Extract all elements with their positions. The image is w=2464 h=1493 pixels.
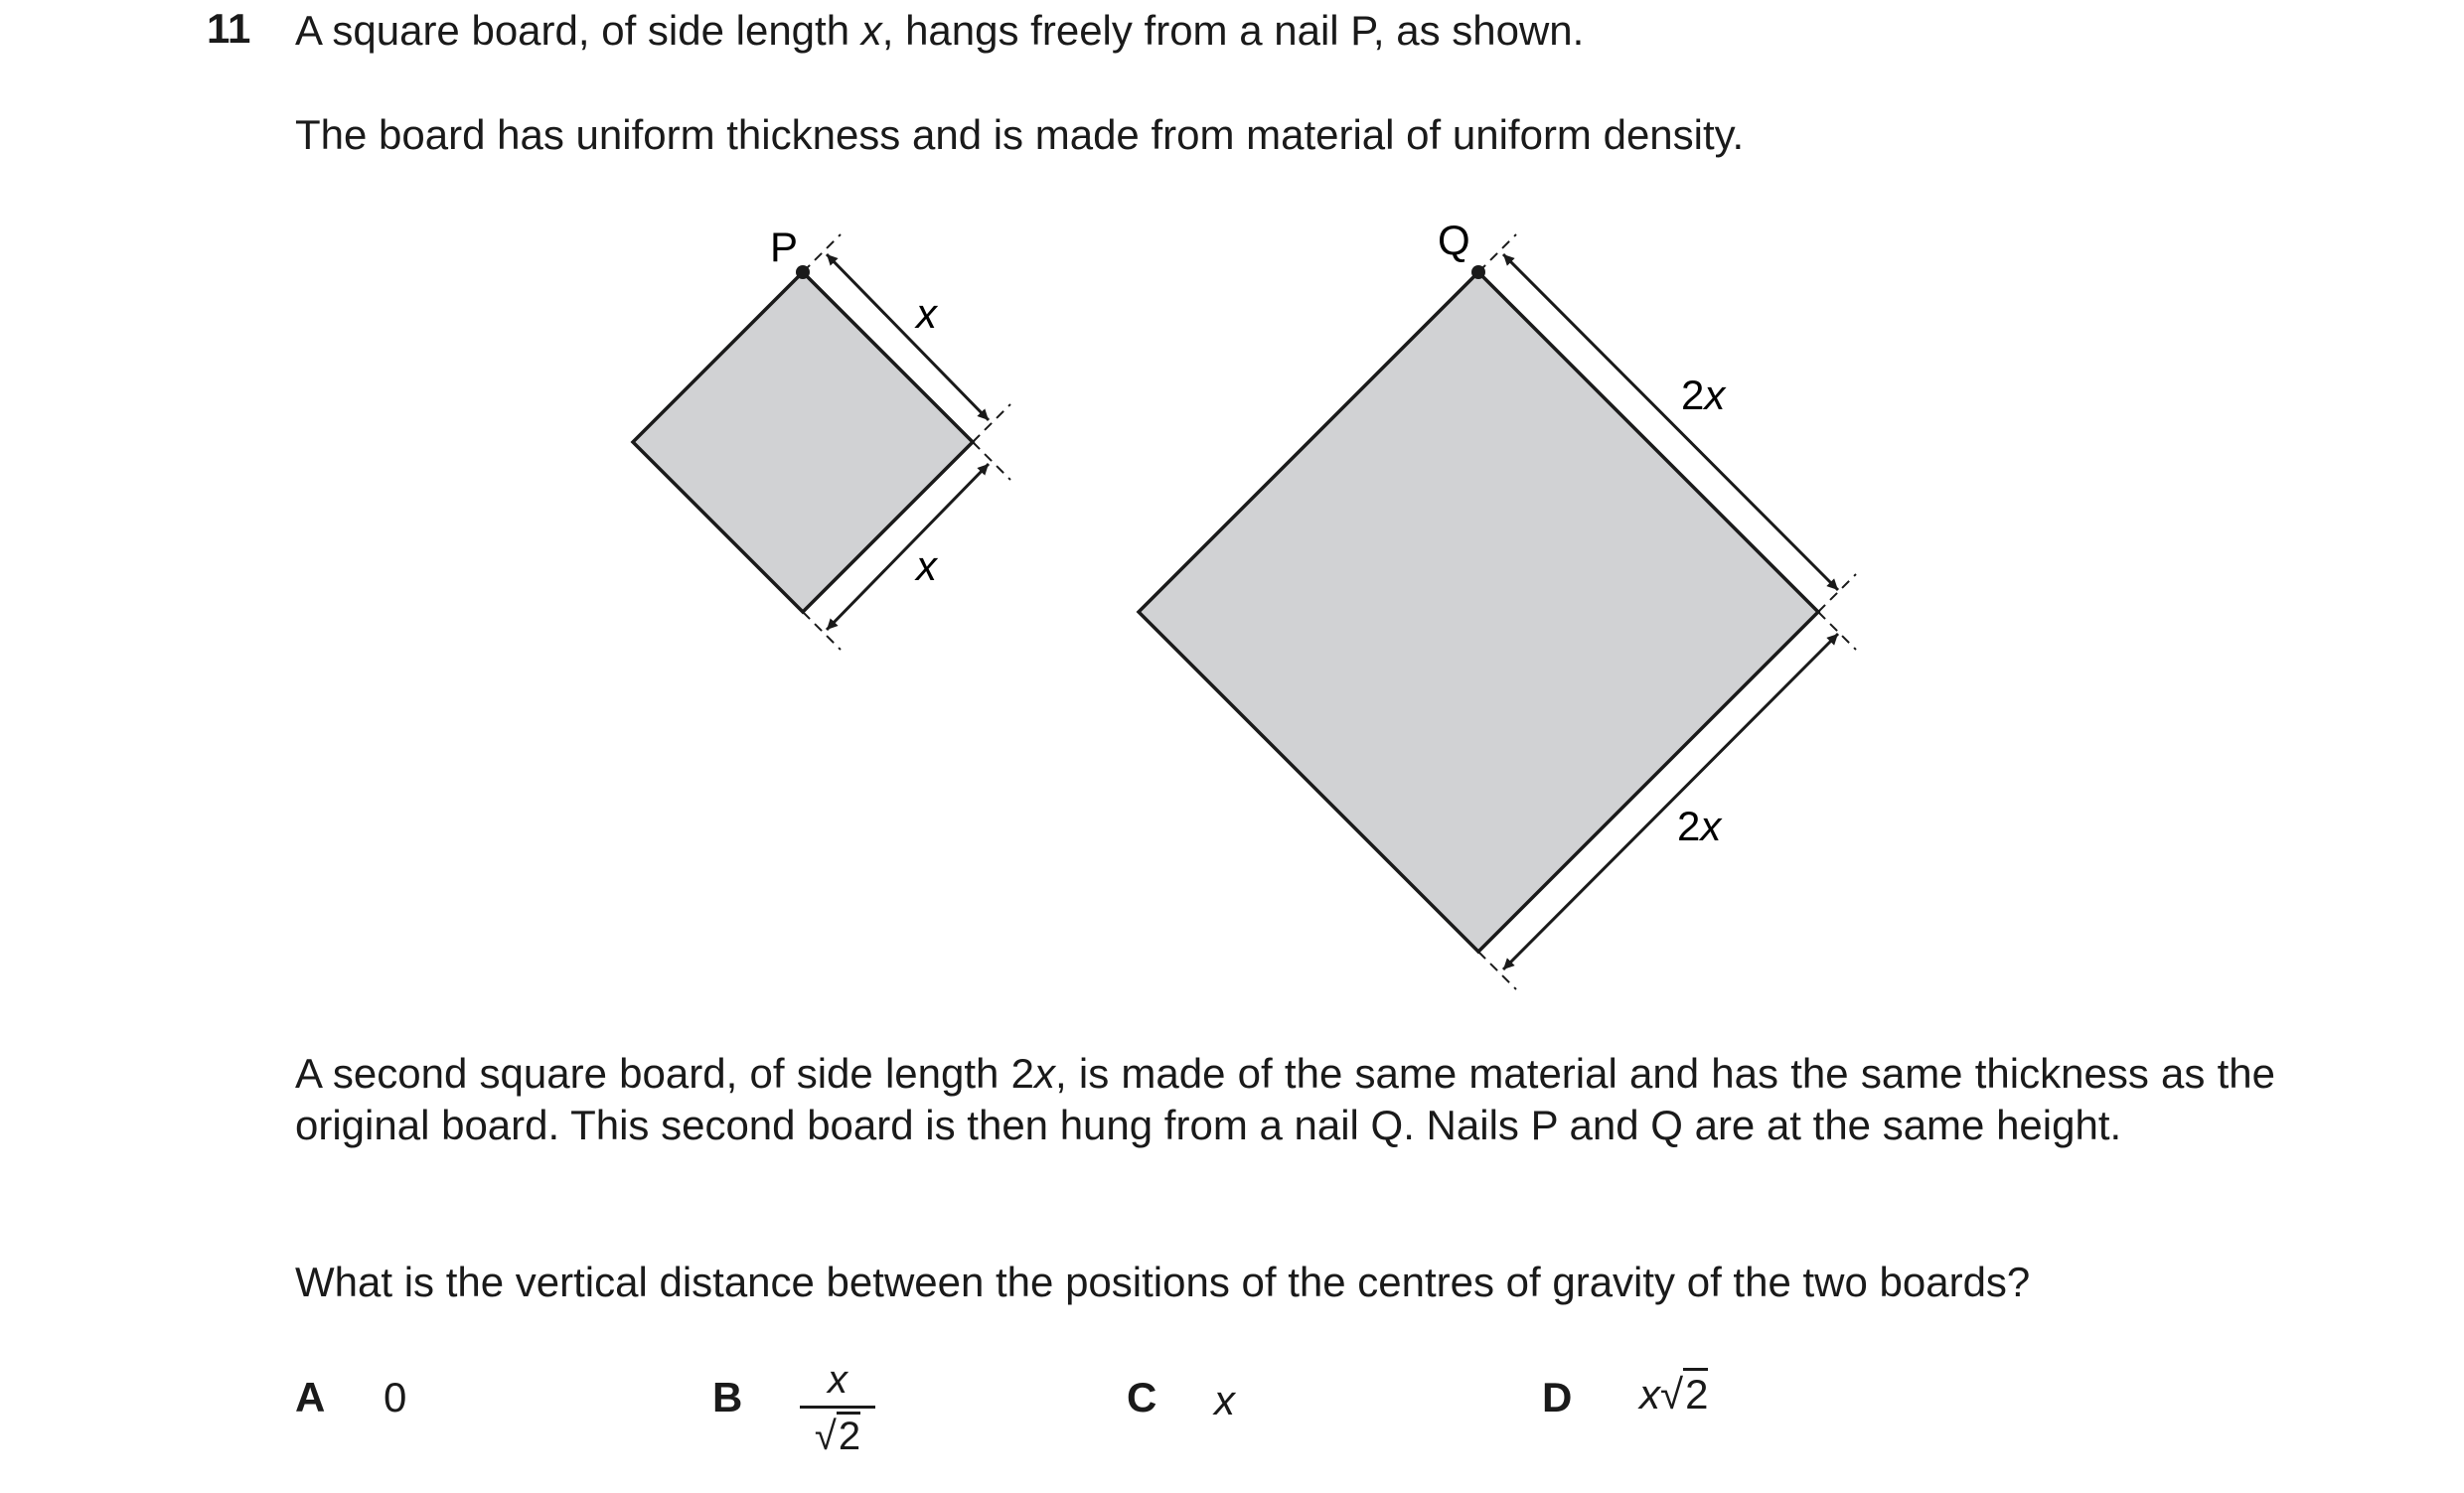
large-board-top-side-label-text: 2 [1681, 372, 1705, 418]
option-d-var: x [1639, 1371, 1660, 1418]
small-board-top-side-label: x [916, 290, 937, 337]
option-d-letter[interactable]: D [1542, 1374, 1573, 1420]
large-board-bottom-side-label [1677, 803, 1723, 849]
sqrt-symbol: √ [814, 1415, 837, 1458]
option-b-letter[interactable]: B [712, 1374, 743, 1420]
option-d-radicand: 2 [1683, 1368, 1708, 1418]
question-intro: A square board, of side length x, hangs freely from a nail P, as shown. [295, 7, 1585, 54]
option-d-value[interactable] [1639, 1371, 1708, 1418]
option-a-letter[interactable]: A [295, 1374, 326, 1420]
large-board-bottom-side-label-text: 2 [1677, 803, 1701, 849]
option-b-fraction-bar [800, 1406, 875, 1409]
option-b-denominator [800, 1411, 875, 1462]
sqrt-symbol: √ [1660, 1371, 1684, 1418]
large-board-top-side-label [1681, 372, 1727, 418]
small-board-bottom-side-label: x [916, 542, 937, 589]
question-paragraph-2: The board has uniform thickness and is made from material of uniform density. [295, 111, 1745, 158]
question-paragraph-3: A second square board, of side length 2x, is made of the same material and has the same thickness as the original board. This second board is then hung from a nail Q. Nails P and Q are at the same height. [295, 1050, 2275, 1148]
side-label-variable: x [1704, 372, 1726, 418]
side-label-variable: x [1700, 803, 1722, 849]
option-a-value[interactable]: 0 [384, 1374, 407, 1420]
option-b-fraction[interactable] [800, 1356, 875, 1462]
option-b-numerator: x [828, 1358, 847, 1402]
option-b-radicand: 2 [837, 1412, 860, 1458]
nail-p-label: P [770, 224, 799, 270]
option-c-value[interactable]: x [1214, 1377, 1235, 1423]
question-prompt: What is the vertical distance between the positions of the centres of gravity of the two boards? [295, 1259, 2031, 1305]
question-number: 11 [207, 5, 251, 52]
option-c-letter[interactable]: C [1127, 1374, 1157, 1420]
nail-q-label: Q [1438, 217, 1470, 263]
